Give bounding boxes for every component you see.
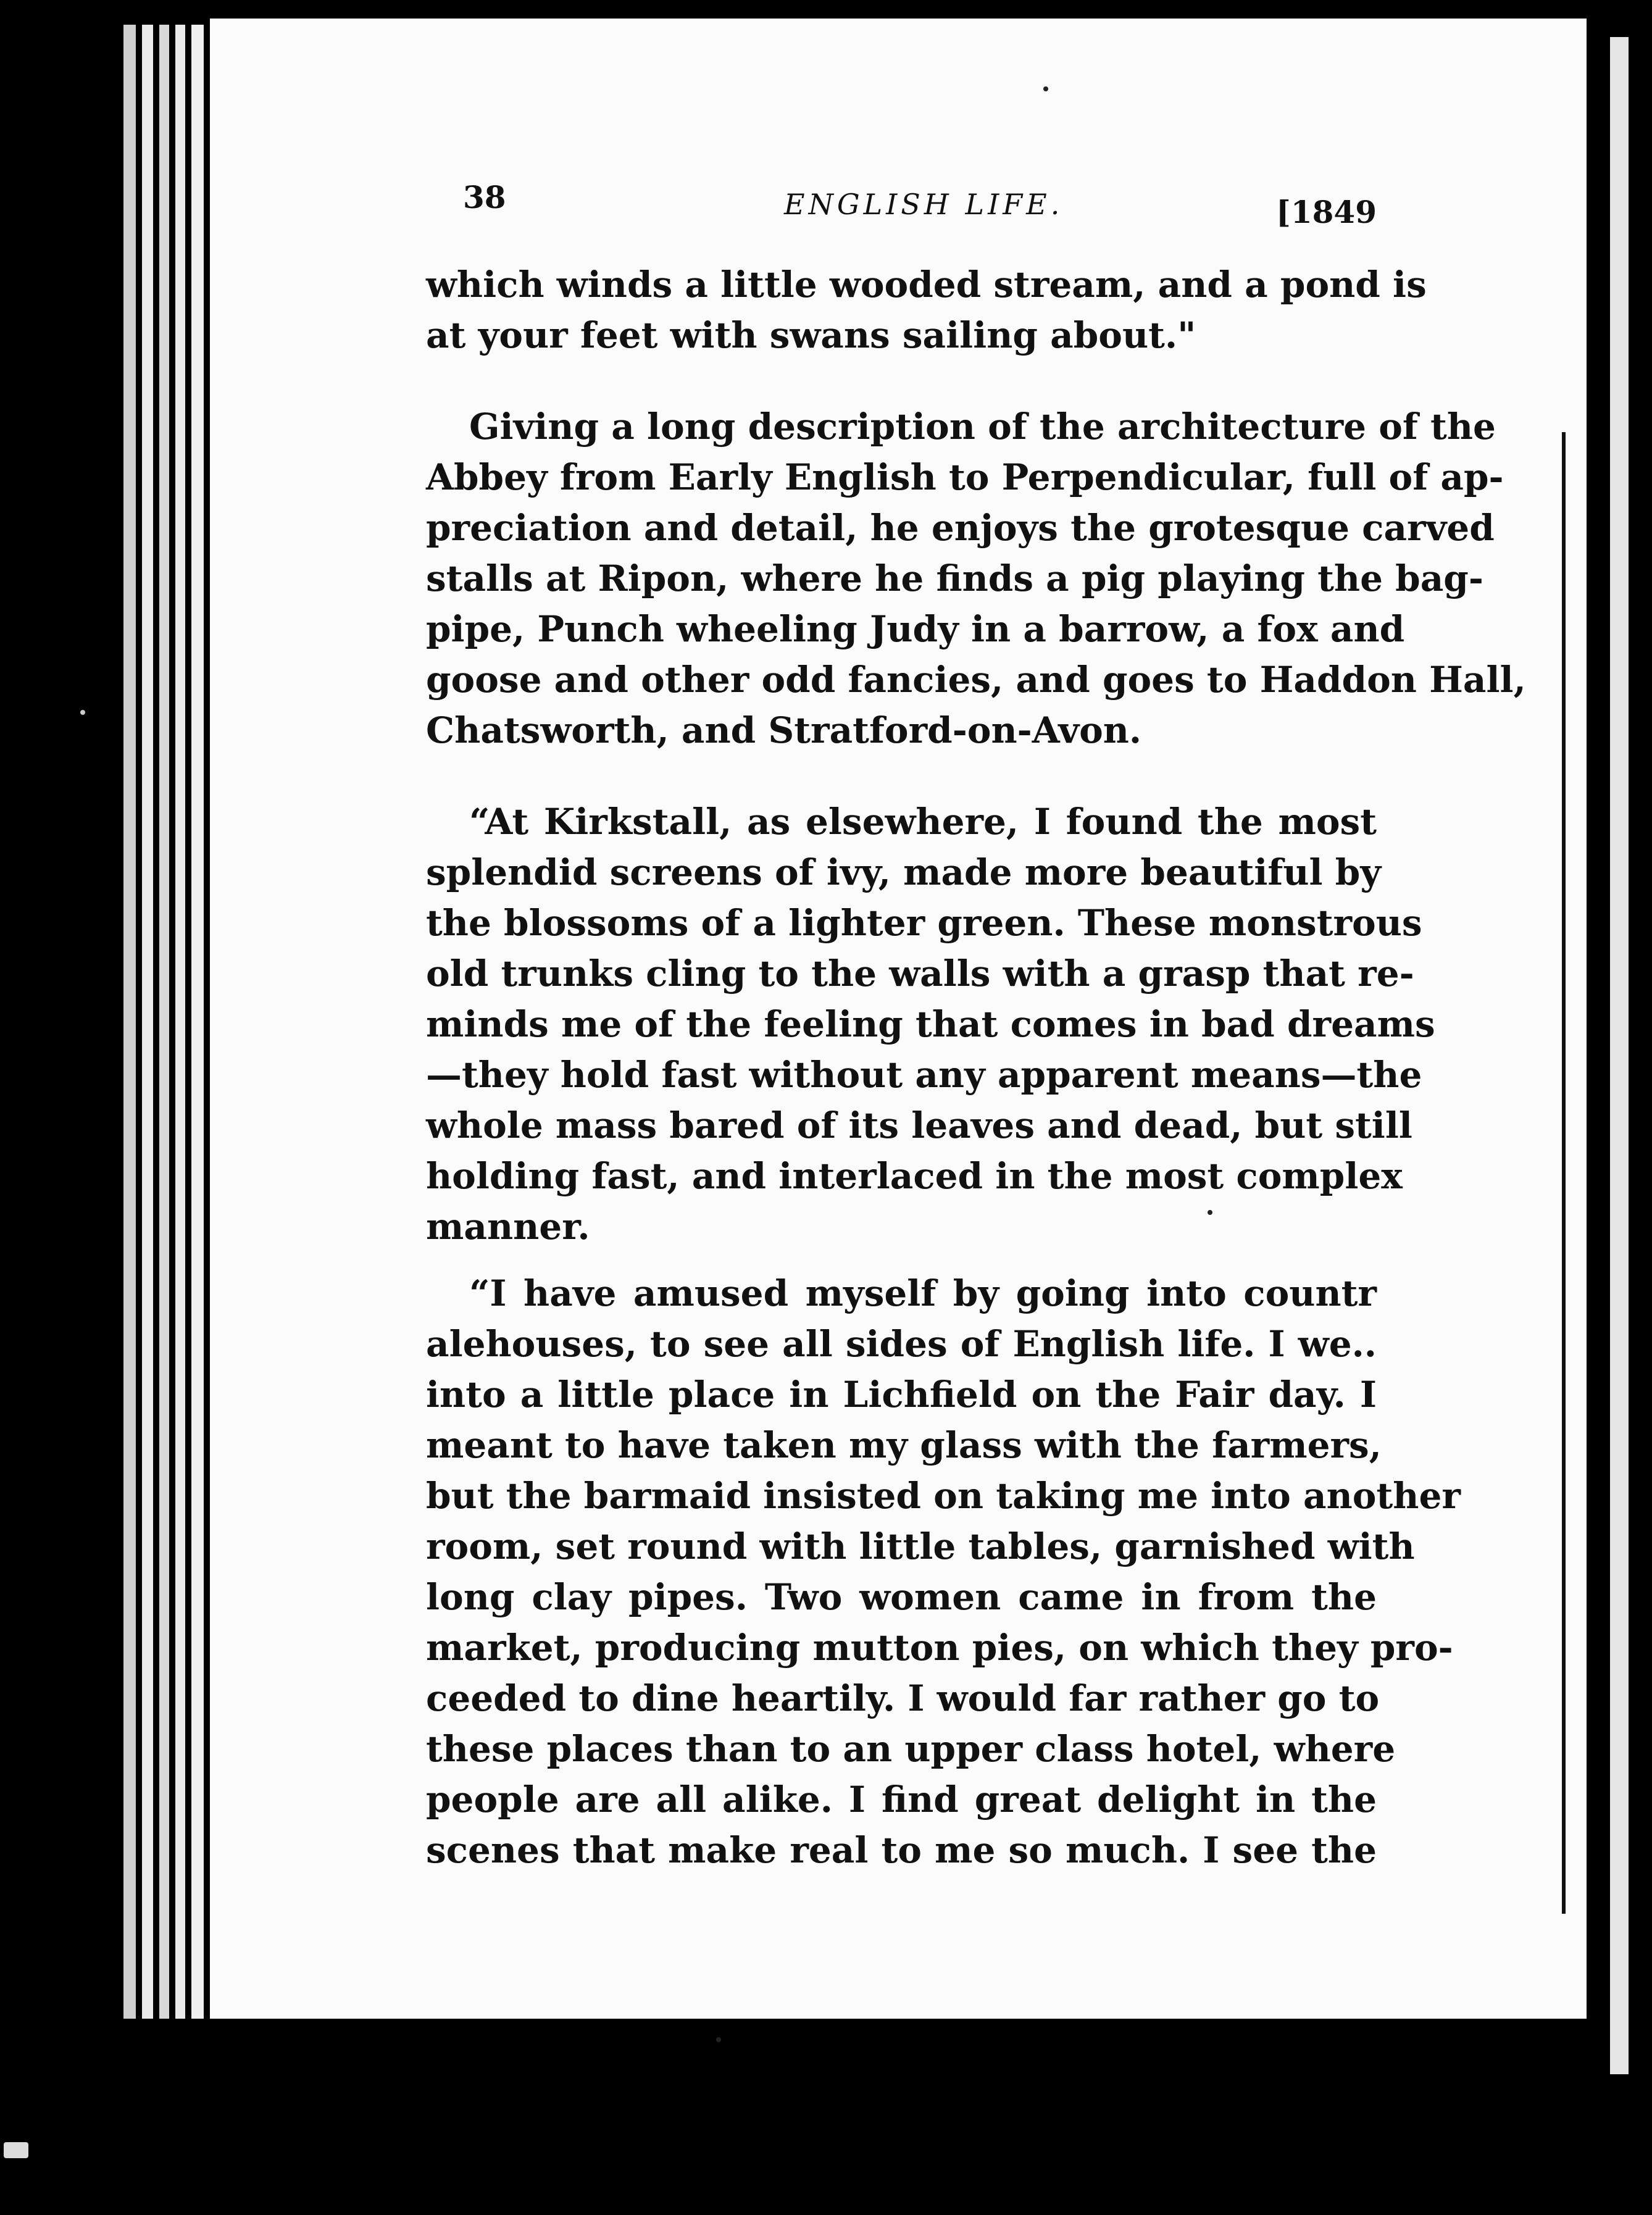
text-line: into a little place in Lichfield on the Fair day. I <box>426 1374 1377 1416</box>
text-line: at your feet with swans sailing about." <box>426 314 1196 356</box>
text-line: but the barmaid insisted on taking me into another <box>426 1475 1461 1517</box>
text-line: whole mass bared of its leaves and dead, but still <box>426 1104 1412 1146</box>
scan-speck <box>1043 86 1048 91</box>
text-line: goose and other odd fancies, and goes to Haddon Hall, <box>426 659 1526 701</box>
bottom-shadow <box>123 2019 1587 2215</box>
text-line: market, producing mutton pies, on which they pro- <box>426 1627 1453 1669</box>
text-line: the blossoms of a lighter green. These monstrous <box>426 902 1422 944</box>
text-line: holding fast, and interlaced in the most complex <box>426 1155 1403 1197</box>
scan-speck <box>80 710 85 715</box>
text-line: Abbey from Early English to Perpendicular, full of ap- <box>426 456 1504 498</box>
body-text <box>426 259 1526 1875</box>
page-edge <box>123 25 136 2036</box>
text-line: Giving a long description of the architecture of the <box>469 406 1496 448</box>
text-line: splendid screens of ivy, made more beautiful by <box>426 851 1382 893</box>
page-edge <box>175 25 185 2036</box>
scan-speck <box>1208 1210 1212 1215</box>
text-line: “I have amused myself by going into countr <box>469 1272 1377 1314</box>
text-line: which winds a little wooded stream, and a pond is <box>426 264 1427 306</box>
text-line: people are all alike. I find great delight in the <box>426 1779 1377 1821</box>
text-line: —they hold fast without any apparent means—the <box>426 1054 1422 1096</box>
header-year: [1849 <box>1276 194 1377 230</box>
text-line: old trunks cling to the walls with a grasp that re- <box>426 953 1414 995</box>
text-line: manner. <box>426 1206 590 1248</box>
text-line: scenes that make real to me so much. I see the <box>426 1829 1377 1871</box>
running-header <box>463 179 1377 235</box>
page-edge <box>159 25 169 2036</box>
page-edge <box>142 25 153 2036</box>
running-title: ENGLISH LIFE. <box>784 188 1064 221</box>
text-line: meant to have taken my glass with the farmers, <box>426 1424 1382 1466</box>
scan-speck <box>716 2037 721 2042</box>
page-edge <box>191 25 204 2036</box>
page-number: 38 <box>463 179 506 215</box>
corner-mark <box>4 2142 28 2158</box>
text-line: stalls at Ripon, where he finds a pig playing the bag- <box>426 557 1483 599</box>
text-line: pipe, Punch wheeling Judy in a barrow, a fox and <box>426 608 1405 650</box>
text-line: long clay pipes. Two women came in from the <box>426 1576 1377 1618</box>
text-line: alehouses, to see all sides of English life. I we.. <box>426 1323 1377 1365</box>
text-line: room, set round with little tables, garnished with <box>426 1525 1415 1567</box>
text-line: preciation and detail, he enjoys the grotesque carved <box>426 507 1495 549</box>
margin-stroke <box>1562 432 1566 1914</box>
text-line: Chatsworth, and Stratford-on-Avon. <box>426 709 1142 751</box>
right-page-edge <box>1610 37 1629 2074</box>
text-line: minds me of the feeling that comes in bad dreams <box>426 1003 1435 1045</box>
text-line: “At Kirkstall, as elsewhere, I found the most <box>469 801 1377 843</box>
text-line: ceeded to dine heartily. I would far rather go to <box>426 1677 1380 1719</box>
text-line: these places than to an upper class hotel, where <box>426 1728 1396 1770</box>
